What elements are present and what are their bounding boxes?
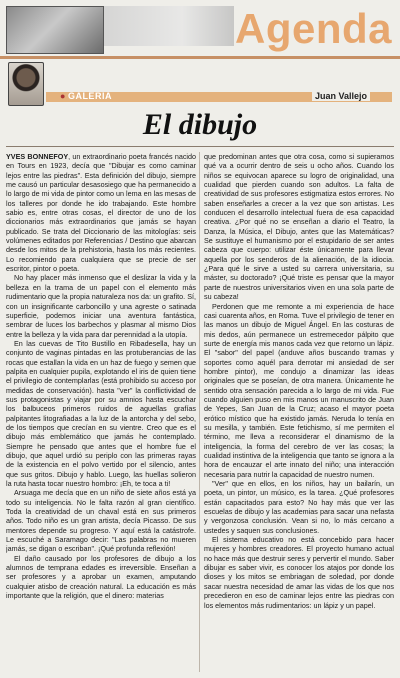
paragraph: que predominan antes que otra cosa, como si supieramos qué va a ocurrir dentro de seis u ocho años. Cuando los niños se equivocan aparece su logro de originalidad, una cualidad que pierden cuando son adultos. La falta de creatividad de sus profesores estigmatiza estos errores. No saben enseñarles a crecer a la vez que son artistas. Les conducen el desarrollo intelectual fuera de esa capacidad creativa. ¿Por qué no se enseñan a diario el Teatro, la Danza, la Música, el Dibujo, antes que las Matemáticas? Se sustituye el humanismo por el estupidario de ser antes cabeza que cuerpo: utilizar éste únicamente para llevar aquella por los senderos de la alienación, de la idiocia. ¿Para qué le sirve a usted su carrera universitaria, su máster, su doctorado? ¡Qué triste es pensar que la mayor parte de nuestros universitarios viven en una sola parte de su cabeza! [204,152,394,302]
header-photo-faded [104,6,234,46]
article-title: El dibujo [142,108,258,141]
paragraph: YVES BONNEFOY, un extraordinario poeta francés nacido en Tours en 1923, decía que "Dibujar es como caminar lejos entre las piedras". Esta definición del dibujo, siempre me causó un particular desasosiego que ha permanecido a lo largo de mi vida de pintor como un lema en las mesas de los talleres por donde he ido trabajando. Este hombre sabio es, entre otras cosas, el director de uno de los diccionarios más extraordinarios que jamás se hayan publicado. Se trata del Diccionario de las mitologías: seis volúmenes editados por Referencias / Destino que abarcan desde los mitos de la prehistoria, hasta los más recientes. Lo recomiendo para cualquiera que se precie de ser escritor, pintor o poeta. [6,152,196,274]
paragraph: Perdonen que me remonte a mi experiencia de hace casi cuarenta años, en Roma. Tuve el privilegio de tener en las manos un dibujo de Miguel Ángel. En las costuras de mis dedos, aún permanece un estremecedor pálpito que surte de energía mis manos cada vez que retorno un lápiz. El "sabor" del papel (anduve años buscando tramas y soportes como aquél para derrotar mi ansiedad de ser hombre pintor), me condujo a dinamizar las ideas originales que se poseían, de otra manera. Únicamente he sentido otra sensación parecida a lo largo de mi vida. Fue cuando alguien puso en mis manos un manuscrito de Juan de Yepes, San Juan de la Cruz; acaso el mayor poeta erótico místico que ha existido jamás. Nerudа lo tenía en su mesilla, y también. Este fetichismo, sí me permiten el término, me lleva a reconsiderar el dinamismo de la inteligencia, la forma del cerebro de ver las cosas; la cualidad instintiva de la inteligencia que tanto se ignora a la hora de encauzar el arte innato del niño; una interacción necesaria para nutrir la capacidad de nuestro numen. [204,301,394,479]
author-photo [8,62,44,106]
column-tag [60,91,112,101]
column-divider [199,152,200,672]
paragraph: En las cuevas de Tito Bustillo en Ribadesella, hay un conjunto de vaginas pintadas en las protuberancias de las rocas que estallan la vida en un haz de fuego y semen que palpita en cualquier pupila, explotando el iris de quien tiene el privilegio de contemplarlas (está prohibido su acceso por medidas de conservación). hasta "ver" la conflictividad de sus protagonistas y viajar por su amnios hasta escuchar los balbuceos primeros ruidos de aguellas grafías palpitantes litografiadas a la luz de la antorcha y del sebo, de los tiempos que crecían en su vientre. Creo que es el dibujo más emblemático que jamás he contemplado. Siempre he pensado que antes que el hombre fue el dibujo, que aquel urdió su periplo con las primeras rayas de la existencia en el polvo vertido por el silencio, antes que sus gritos. Dibujo y hablo. Luego, las huellas solieron la ruta hasta tocar nuestro hombro: ¡Eh, te toca a ti! [6,338,196,489]
article-column-right [204,152,394,674]
paragraph: "Ver" que en ellos, en los niños, hay un bailarín, un poeta, un pintor, un músico, es la tarea. ¿Qué profesores están capacitados para esto? No hay más que ver las escuelas de dibujo y las academias para sacar una nefasta y vergonzosa conclusión. Vean si no, lo más cercano a ustedes y saquen sus conclusiones. [204,479,394,535]
article-column-left [6,152,196,674]
header-photo [6,6,104,54]
author-name: Juan Vallejo [312,91,370,101]
bullet-icon: ● [60,91,66,101]
paragraph: Arsuaga me decía que en un niño de siete años está ya todo su inteligencia. No le falta razón al gran científico. Toda la creatividad de un chaval está en sus primeros años. Todo niño es un gran artista, decía Picasso. De sus mentores depende su progreso. Y aquí está la catástrofe. Le escuché a Saramago decir: "Las palabras no mueren jamás, se digan o escriban". ¡Qué profunda reflexión! [6,488,196,554]
section-title: Agenda [234,5,392,52]
lead-in: YVES BONNEFOY [6,152,69,161]
paragraph: El sistema educativo no está concebido para hacer mujeres y hombres creadores. El proyecto humano actual no hace más que destruir seres y pervertir el mundo. Saber dibujar es saber vivir, es conocer los atajos por donde los dioses y los mitos se embriagan de soledad, por donde sacar nuestra necesidad de amar las vidas de los que nos precedieron en eso de caminar lejos entre las piedras con los elementos más rudimentarios: un lápiz y un papel. [204,535,394,610]
paragraph: El daño causado por los profesores de dibujo a los alumnos de temprana edades es irreversible. Enseñan a ser profesores y a aprobar un examen, amputando cualquier atisbo de creación natural. La educación es más importante que la religión, que el dinero: materias [6,553,196,601]
column-tag-label: GALERIA [67,91,112,101]
header-rule [0,56,400,59]
paragraph: No hay placer más inmenso que el deslizar la vida y la belleza en la trama de un papel con el elemento más rudimentario que la propia naturaleza nos da: un grafito. Sí, con un insignificante carboncillo y una agreste o satinada superficie, podemos iniciar una aventura fantástica, sembrar de luces los barbechos y plasmar al mismo Dios entre la belleza y la vida para dar perennidad a la utopía. [6,273,196,339]
title-rule [6,146,394,147]
